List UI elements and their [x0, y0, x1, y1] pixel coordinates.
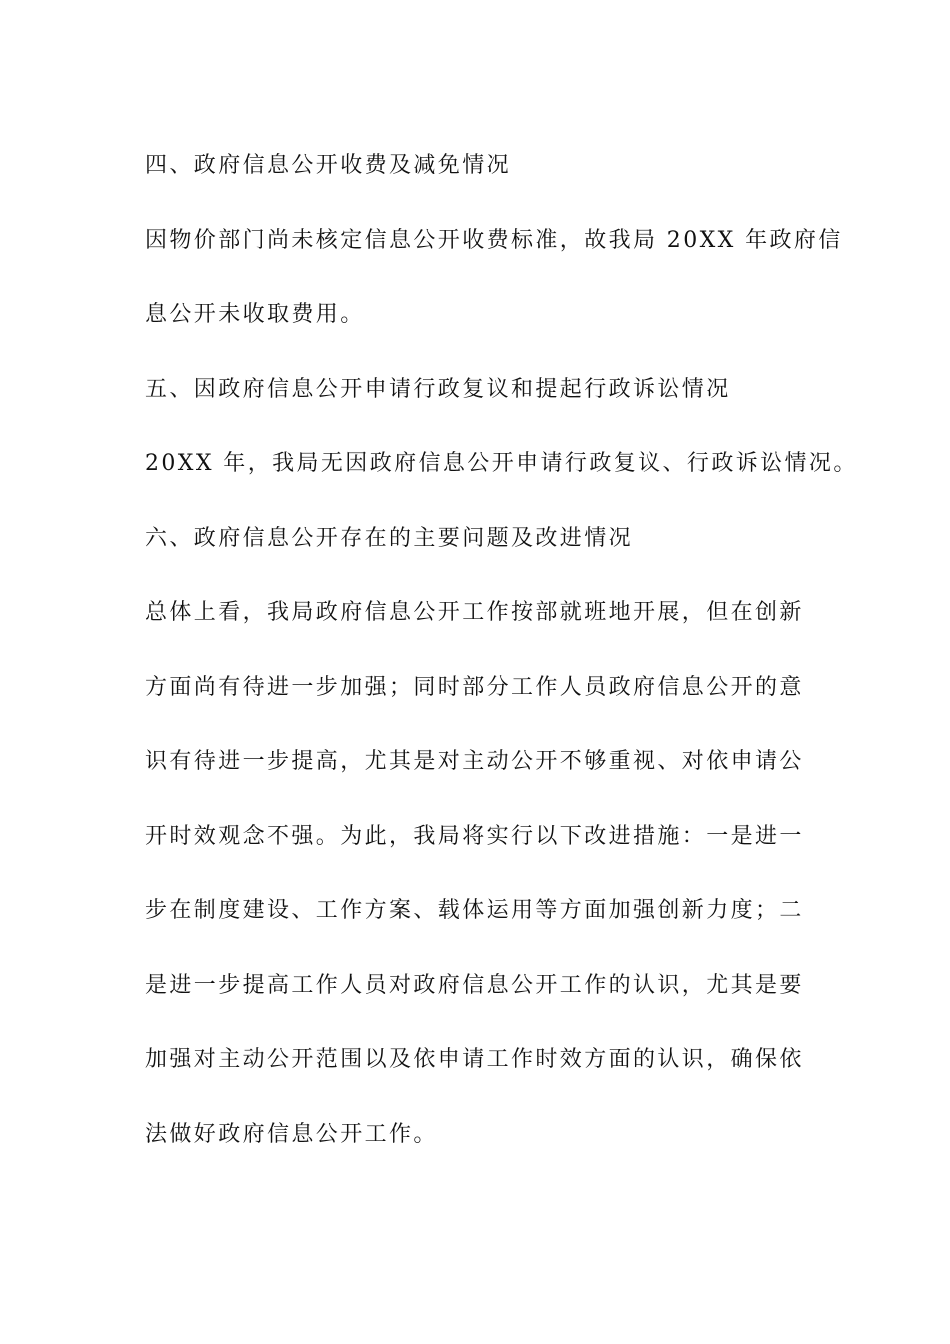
paragraph-line: 因物价部门尚未核定信息公开收费标准，故我局 20XX 年政府信: [145, 227, 843, 253]
paragraph-line: 方面尚有待进一步加强；同时部分工作人员政府信息公开的意: [145, 674, 804, 700]
section-heading-fees: 四、政府信息公开收费及减免情况: [145, 153, 512, 178]
paragraph-line: 息公开未收取费用。: [145, 302, 365, 327]
paragraph-line: 开时效观念不强。为此，我局将实行以下改进措施：一是进一: [145, 823, 804, 849]
document-body: [145, 129, 858, 1172]
paragraph-line: 总体上看，我局政府信息公开工作按部就班地开展，但在创新: [145, 600, 804, 625]
paragraph-line: 是进一步提高工作人员对政府信息公开工作的认识，尤其是要: [145, 972, 804, 998]
paragraph-line: 识有待进一步提高，尤其是对主动公开不够重视、对依申请公: [145, 749, 804, 774]
paragraph-line: 法做好政府信息公开工作。: [145, 1121, 438, 1147]
paragraph-line: 20XX 年，我局无因政府信息公开申请行政复议、行政诉讼情况。: [145, 451, 858, 476]
section-heading-problems: 六、政府信息公开存在的主要问题及改进情况: [145, 525, 634, 551]
paragraph-line: 步在制度建设、工作方案、载体运用等方面加强创新力度；二: [145, 898, 804, 923]
section-heading-review-litigation: 五、因政府信息公开申请行政复议和提起行政诉讼情况: [145, 376, 731, 402]
paragraph-line: 加强对主动公开范围以及依申请工作时效方面的认识，确保依: [145, 1047, 804, 1072]
